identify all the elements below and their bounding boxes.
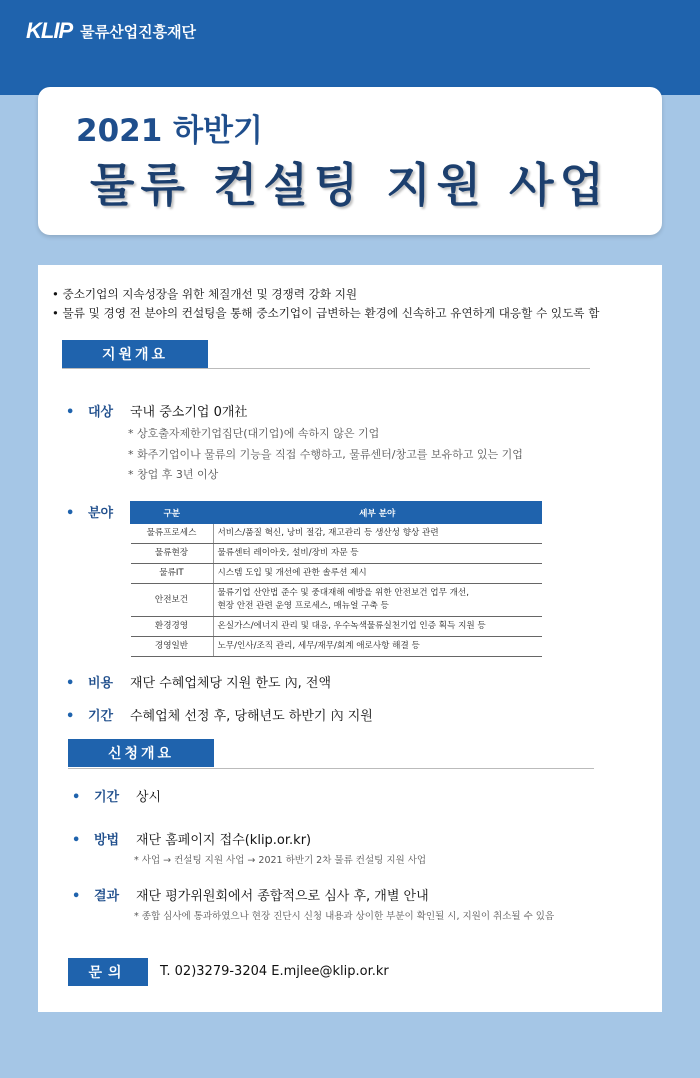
table-header-row — [131, 502, 542, 524]
table-row — [131, 617, 542, 637]
table-row — [131, 637, 542, 657]
field-label: 분야 — [88, 506, 114, 521]
table-cell-category: 안전보건 — [131, 584, 214, 617]
org-name: 물류산업진흥재단 — [80, 22, 197, 41]
intro-line: • 중소기업의 지속성장을 위한 체질개선 및 경쟁력 강화 지원 — [52, 287, 358, 301]
apply-method-label: 방법 — [94, 833, 120, 848]
table-row — [131, 564, 542, 584]
apply-method-value: 재단 홈페이지 접수(klip.or.kr) — [136, 833, 312, 848]
table-cell-detail: 서비스/품질 혁신, 낭비 절감, 재고관리 등 생산성 향상 관련 — [213, 524, 542, 544]
target-row — [66, 401, 247, 420]
apply-result-value: 재단 평가위원회에서 종합적으로 심사 후, 개별 안내 — [136, 889, 429, 904]
period-label: 기간 — [88, 709, 114, 724]
table-row — [131, 524, 542, 544]
apply-period-value: 상시 — [136, 790, 162, 805]
top-banner — [0, 0, 700, 95]
table-cell-detail — [213, 584, 542, 617]
bullet-dot: • — [72, 790, 81, 805]
content-panel — [38, 265, 662, 1012]
detail-line: 물류기업 산안법 준수 및 중대재해 예방을 위한 안전보건 업무 개선, — [217, 588, 469, 598]
cost-label: 비용 — [88, 676, 114, 691]
section-heading-apply: 신청개요 — [68, 739, 214, 767]
target-note: * 창업 후 3년 이상 — [128, 468, 219, 481]
field-row — [66, 502, 130, 521]
apply-result-row — [72, 885, 429, 904]
bullet-dot: • — [66, 709, 75, 724]
apply-result-label: 결과 — [94, 889, 120, 904]
intro-text — [52, 285, 672, 323]
title-subtitle: 2021 하반기 — [76, 113, 263, 149]
detail-line: 현장 안전 관련 운영 프로세스, 매뉴얼 구축 등 — [217, 601, 389, 611]
table-cell-detail: 노무/인사/조직 관리, 세무/재무/회계 애로사항 해결 등 — [213, 637, 542, 657]
cost-value: 재단 수혜업체당 지원 한도 內, 전액 — [130, 676, 332, 691]
page-title: 물류 컨설팅 지원 사업 — [90, 158, 610, 212]
table-cell-detail: 온실가스/에너지 관리 및 대응, 우수녹색물류실천기업 인증 획득 지원 등 — [213, 617, 542, 637]
table-row — [131, 584, 542, 617]
intro-line: • 물류 및 경영 전 분야의 컨설팅을 통해 중소기업이 급변하는 환경에 신속하고 유연하게 대응할 수 있도록 함 — [52, 306, 600, 320]
section-heading-support: 지원개요 — [62, 340, 208, 368]
bullet-dot: • — [66, 506, 75, 521]
apply-method-note: * 사업 → 컨설팅 지원 사업 → 2021 하반기 2차 물류 컨설팅 지원 사업 — [134, 855, 427, 866]
table-cell-category: 환경경영 — [131, 617, 214, 637]
table-cell-category: 물류프로세스 — [131, 524, 214, 544]
contact-info: T. 02)3279-3204 E.mjlee@klip.or.kr — [160, 964, 389, 979]
apply-period-row — [72, 786, 161, 805]
field-table — [130, 501, 542, 657]
table-header-detail: 세부 분야 — [213, 502, 542, 524]
period-value: 수혜업체 선정 후, 당해년도 하반기 內 지원 — [130, 709, 373, 724]
apply-method-row — [72, 829, 311, 848]
period-row — [66, 705, 373, 724]
target-note: * 상호출자제한기업집단(대기업)에 속하지 않은 기업 — [128, 427, 380, 440]
table-cell-category: 경영일반 — [131, 637, 214, 657]
table-cell-category: 물류현장 — [131, 544, 214, 564]
table-cell-detail: 물류센터 레이아웃, 설비/장비 자문 등 — [213, 544, 542, 564]
table-row — [131, 544, 542, 564]
bullet-dot: • — [66, 676, 75, 691]
target-value: 국내 중소기업 0개社 — [130, 405, 248, 420]
bullet-dot: • — [66, 405, 75, 420]
klip-logo-mark: KLIP — [26, 18, 73, 43]
org-logo — [26, 18, 196, 44]
table-cell-category: 물류IT — [131, 564, 214, 584]
section-divider — [62, 368, 590, 369]
section-divider — [68, 768, 594, 769]
title-card — [38, 87, 662, 235]
cost-row — [66, 672, 331, 691]
target-note: * 화주기업이나 물류의 기능을 직접 수행하고, 물류센터/창고를 보유하고 있는 기업 — [128, 448, 523, 461]
bullet-dot: • — [72, 833, 81, 848]
table-header-category: 구분 — [131, 502, 214, 524]
apply-period-label: 기간 — [94, 790, 120, 805]
apply-result-note: * 종합 심사에 통과하였으나 현장 진단시 신청 내용과 상이한 부분이 확인될 시, 지원이 취소될 수 있음 — [134, 911, 555, 922]
bullet-dot: • — [72, 889, 81, 904]
table-cell-detail: 시스템 도입 및 개선에 관한 솔루션 제시 — [213, 564, 542, 584]
contact-heading: 문의 — [68, 958, 148, 986]
target-label: 대상 — [88, 405, 114, 420]
